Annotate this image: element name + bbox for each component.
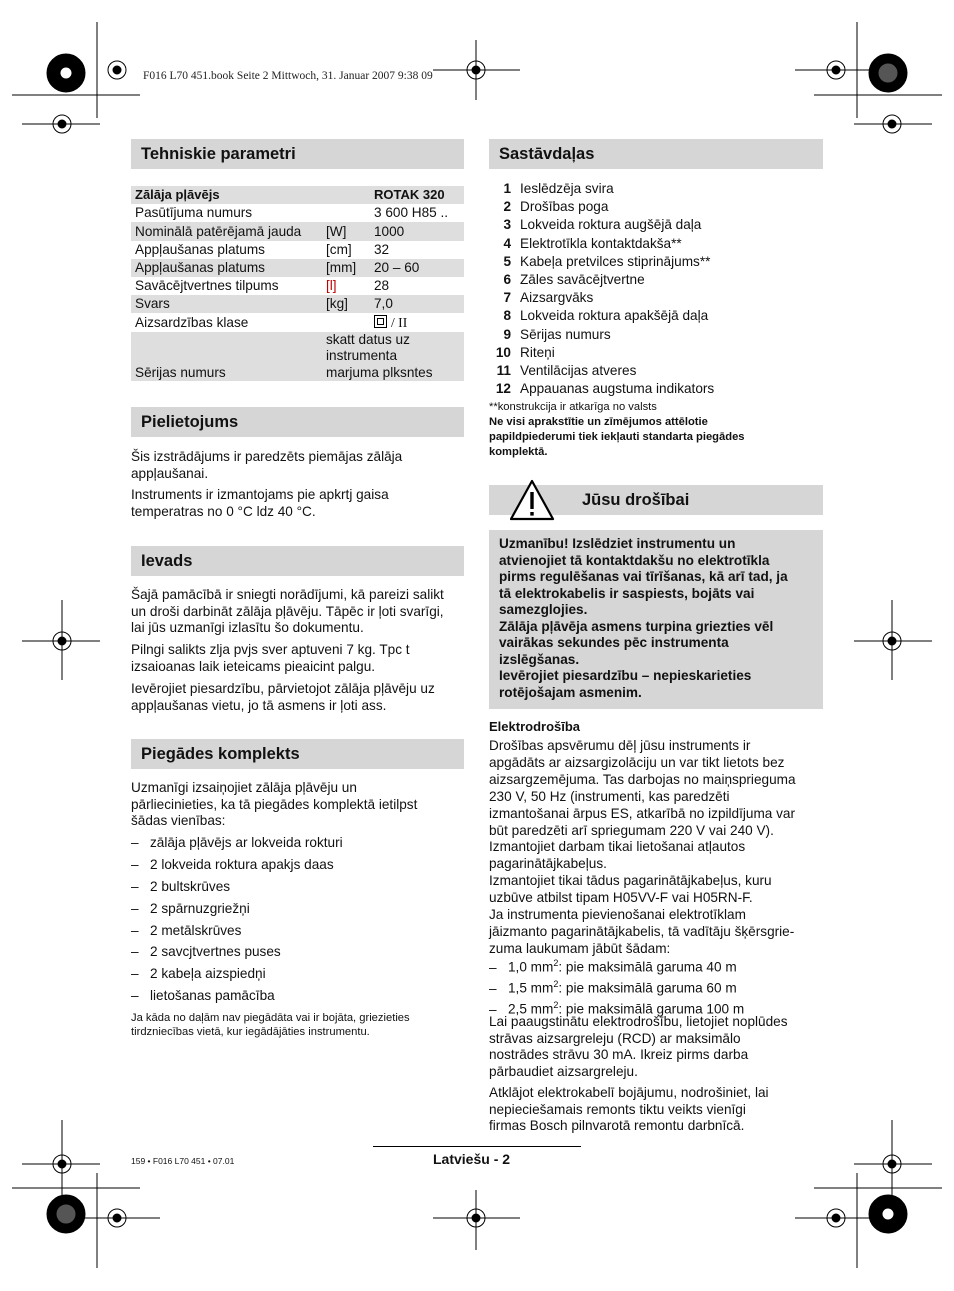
electric-heading: Elektrodrošība	[489, 719, 581, 734]
electric-paragraph-3: Atklājot elektrokabelī bojājumu, nodrošiniet, lai nepieciešamais remonts tiktu veikts vienīgi firmas Bosch pilnvarotā remontu darbnīcā.	[489, 1085, 769, 1133]
table-cell: Pasūtījuma numurs	[135, 205, 253, 221]
cable-list	[489, 955, 823, 1018]
section-heading-components: Sastāvdaļas	[489, 139, 823, 169]
table-cell: 32	[374, 241, 390, 257]
intro-paragraph-2: Pilngi salikts zlja pvjs sver aptuveni 7 kg. Tpc t izsaioanas laik ieteicams pieaicint palgu.	[131, 642, 410, 674]
table-row	[131, 295, 464, 313]
list-item: 7 Aizsargvāks	[503, 290, 594, 306]
list-item: 10 Riteņi	[495, 344, 555, 360]
book-header: F016 L70 451.book Seite 2 Mittwoch, 31. Januar 2007 9:38 09	[143, 70, 433, 82]
list-item: – 2,5 $mm^2$: pie maksimālā garuma 100 m	[489, 1000, 745, 1017]
list-item: 6 Zāles savācējtvertne	[503, 271, 645, 287]
table-cell: Aizsardzības klase	[135, 314, 249, 330]
electric-paragraph-2: Lai paaugstinātu elektrodrošību, lietojiet noplūdes strāvas aizsargreleju (RCD) ar maksimālo nostrādes strāvu 30 mA. Ikreiz pirms darba pārbaudiet aizsargreleju.	[489, 1014, 788, 1079]
table-cell: Svars	[131, 295, 322, 313]
delivery-list	[131, 833, 464, 1008]
list-item: 12 Appauanas augstuma indikators	[495, 381, 715, 397]
list-item: 5 Kabeļa pretvilces stiprinājums**	[503, 253, 711, 269]
list-item: – 2 savcjtvertnes puses	[131, 944, 281, 960]
table-row	[131, 277, 464, 295]
list-item: 11 Ventilācijas atveres	[496, 362, 637, 378]
table-cell: [l]	[326, 278, 337, 294]
list-item: 8 Lokveida roktura apakšējā daļa	[503, 308, 709, 324]
components-bold-note: Ne visi aprakstītie un zīmējumos attēlotie papildpiederumi tiek iekļauti standarta piegādes komplektā.	[489, 416, 745, 458]
table-cell: 28	[374, 278, 390, 294]
section-heading-tech: Tehniskie parametri	[131, 139, 464, 169]
page-number: Latviešu - 2	[433, 1151, 511, 1167]
list-item: – 1,5 $mm^2$: pie maksimālā garuma 60 m	[489, 979, 737, 996]
table-row	[131, 222, 464, 240]
table-cell: [W]	[322, 222, 370, 240]
table-cell: [cm]	[326, 241, 352, 257]
list-item: 2 Drošības poga	[503, 199, 609, 215]
list-item: 1 Ieslēdzēja svira	[503, 181, 614, 196]
table-cell: [mm]	[322, 259, 370, 277]
table-cell: 1000	[370, 222, 464, 240]
table-row	[131, 259, 464, 277]
list-item: – 2 kabeļa aizspiedņi	[131, 966, 266, 982]
usage-paragraph-1: Šis izstrādājums ir paredzēts piemājas zālāja appļaušanai.	[131, 449, 403, 481]
list-item: – 2 bultskrūves	[131, 878, 231, 894]
table-header-cell: Zālāja pļāvējs	[131, 186, 322, 204]
delivery-intro: Uzmanīgi izsaiņojiet zālāja pļāvēju un pārliecinieties, ka tā piegādes komplektā ietilpst šādas vienības:	[131, 780, 418, 828]
table-cell: Savācējtvertnes tilpums	[135, 278, 279, 294]
footer-rule	[373, 1146, 581, 1147]
table-cell: Appļaušanas platums	[135, 241, 265, 257]
table-cell: 20 – 60	[370, 259, 464, 277]
list-item: – lietošanas pamācība	[131, 988, 275, 1004]
table-cell: 7,0	[370, 295, 464, 313]
list-item: – 2 lokveida roktura apakjs daas	[131, 856, 334, 872]
table-cell: [kg]	[322, 295, 370, 313]
table-cell	[322, 313, 370, 331]
table-row	[131, 241, 464, 259]
footer-code: 159 • F016 L70 451 • 07.01	[131, 1156, 235, 1166]
section-heading-delivery: Piegādes komplekts	[131, 739, 464, 769]
intro-paragraph-1: Šajā pamācībā ir sniegti norādījumi, kā pareizi salikt un droši darbināt zālāja pļāvēju. Tāpēc ir ļoti svarīgi, lai jūs uzmanīgi izlasītu šo dokumentu.	[131, 587, 444, 635]
table-cell: / II	[370, 313, 464, 331]
warning-triangle-icon	[510, 478, 555, 522]
list-item: 4 Elektrotīkla kontaktdakša**	[503, 235, 682, 251]
components-footnote: **konstrukcija ir atkarīga no valsts	[489, 401, 657, 413]
table-cell: Nominālā patērējamā jauda	[131, 222, 322, 240]
table-header-row	[131, 186, 464, 204]
section-heading-safety: Jūsu drošībai	[489, 485, 823, 515]
usage-paragraph-2: Instruments ir izmantojams pie apkrtj gaisa temperatras no 0 °C ldz 40 °C.	[131, 487, 389, 519]
double-insulation-icon	[374, 315, 387, 328]
list-item: – 1,0 $mm^2$: pie maksimālā garuma 40 m	[489, 958, 737, 975]
table-header-cell	[322, 186, 370, 204]
table-row	[131, 313, 464, 331]
table-header-cell: ROTAK 320	[370, 186, 464, 204]
components-list	[489, 180, 823, 398]
table-row	[131, 332, 464, 382]
list-item: 3 Lokveida roktura augšējā daļa	[503, 217, 702, 233]
list-item: – zālāja pļāvējs ar lokveida rokturi	[131, 835, 343, 850]
table-row	[131, 204, 464, 222]
safety-warning-box: Uzmanību! Izslēdziet instrumentu un atvienojiet tā kontaktdakšu no elektrotīkla pirms regulēšanas vai tīrīšanas, kā arī tad, ja tā elektrokabelis ir saspiests, bojāts vai samezglojies. Zālāja pļāvēja asmens turpina griezties vēl vairākas sekundes pēc instrumenta izslēgšanas. Ievērojiet piesardzību – nepieskarieties rotējošajam asmenim.	[489, 530, 823, 709]
table-cell: 3 600 H85 ..	[374, 205, 449, 221]
intro-paragraph-3: Ievērojiet piesardzību, pārvietojot zālāja pļāvēju uz appļaušanas vietu, jo tā asmens ir ļoti ass.	[131, 681, 435, 713]
table-cell	[322, 204, 370, 222]
list-item: – 2 spārnuzgriežņi	[131, 900, 250, 916]
tech-table	[131, 186, 464, 381]
table-cell: Sērijas numurs	[131, 332, 322, 382]
table-cell: Appļaušanas platums	[131, 259, 322, 277]
table-cell: skatt datus uz instrumenta marjuma plksntes	[322, 332, 464, 382]
delivery-note: Ja kāda no daļām nav piegādāta vai ir bojāta, griezieties tirdzniecības vietā, kur iegādājāties instrumentu.	[131, 1012, 410, 1038]
list-item: 9 Sērijas numurs	[503, 326, 611, 342]
section-heading-intro: Ievads	[131, 546, 464, 576]
electric-paragraph-1: Drošības apsvērumu dēļ jūsu instruments ir apgādāts ar aizsargizolāciju un var tikt lietots bez aizsargzemējuma. Tas darbojas no maiņsprieguma 230 V, 50 Hz (instrumenti, kas paredzēti izmantošanai ārpus ES, atkarībā no izpildījuma var būt paredzēti arī spriegumam 220 V vai 240 V). Izmantojiet darbam tikai lietošanai atļautos pagarinātājkabeļus. Izmantojiet tikai tādus pagarinātājkabeļus, kuru uzbūve atbilst tipam H05VV-F vai H05RN-F. Ja instrumenta pievienošanai elektrotīklam jāizmanto pagarinātājkabelis, tā vadītāju šķērsgrie- zuma laukumam jābūt šādam:	[489, 738, 796, 956]
list-item: – 2 metālskrūves	[131, 922, 242, 938]
section-heading-usage: Pielietojums	[131, 407, 464, 437]
